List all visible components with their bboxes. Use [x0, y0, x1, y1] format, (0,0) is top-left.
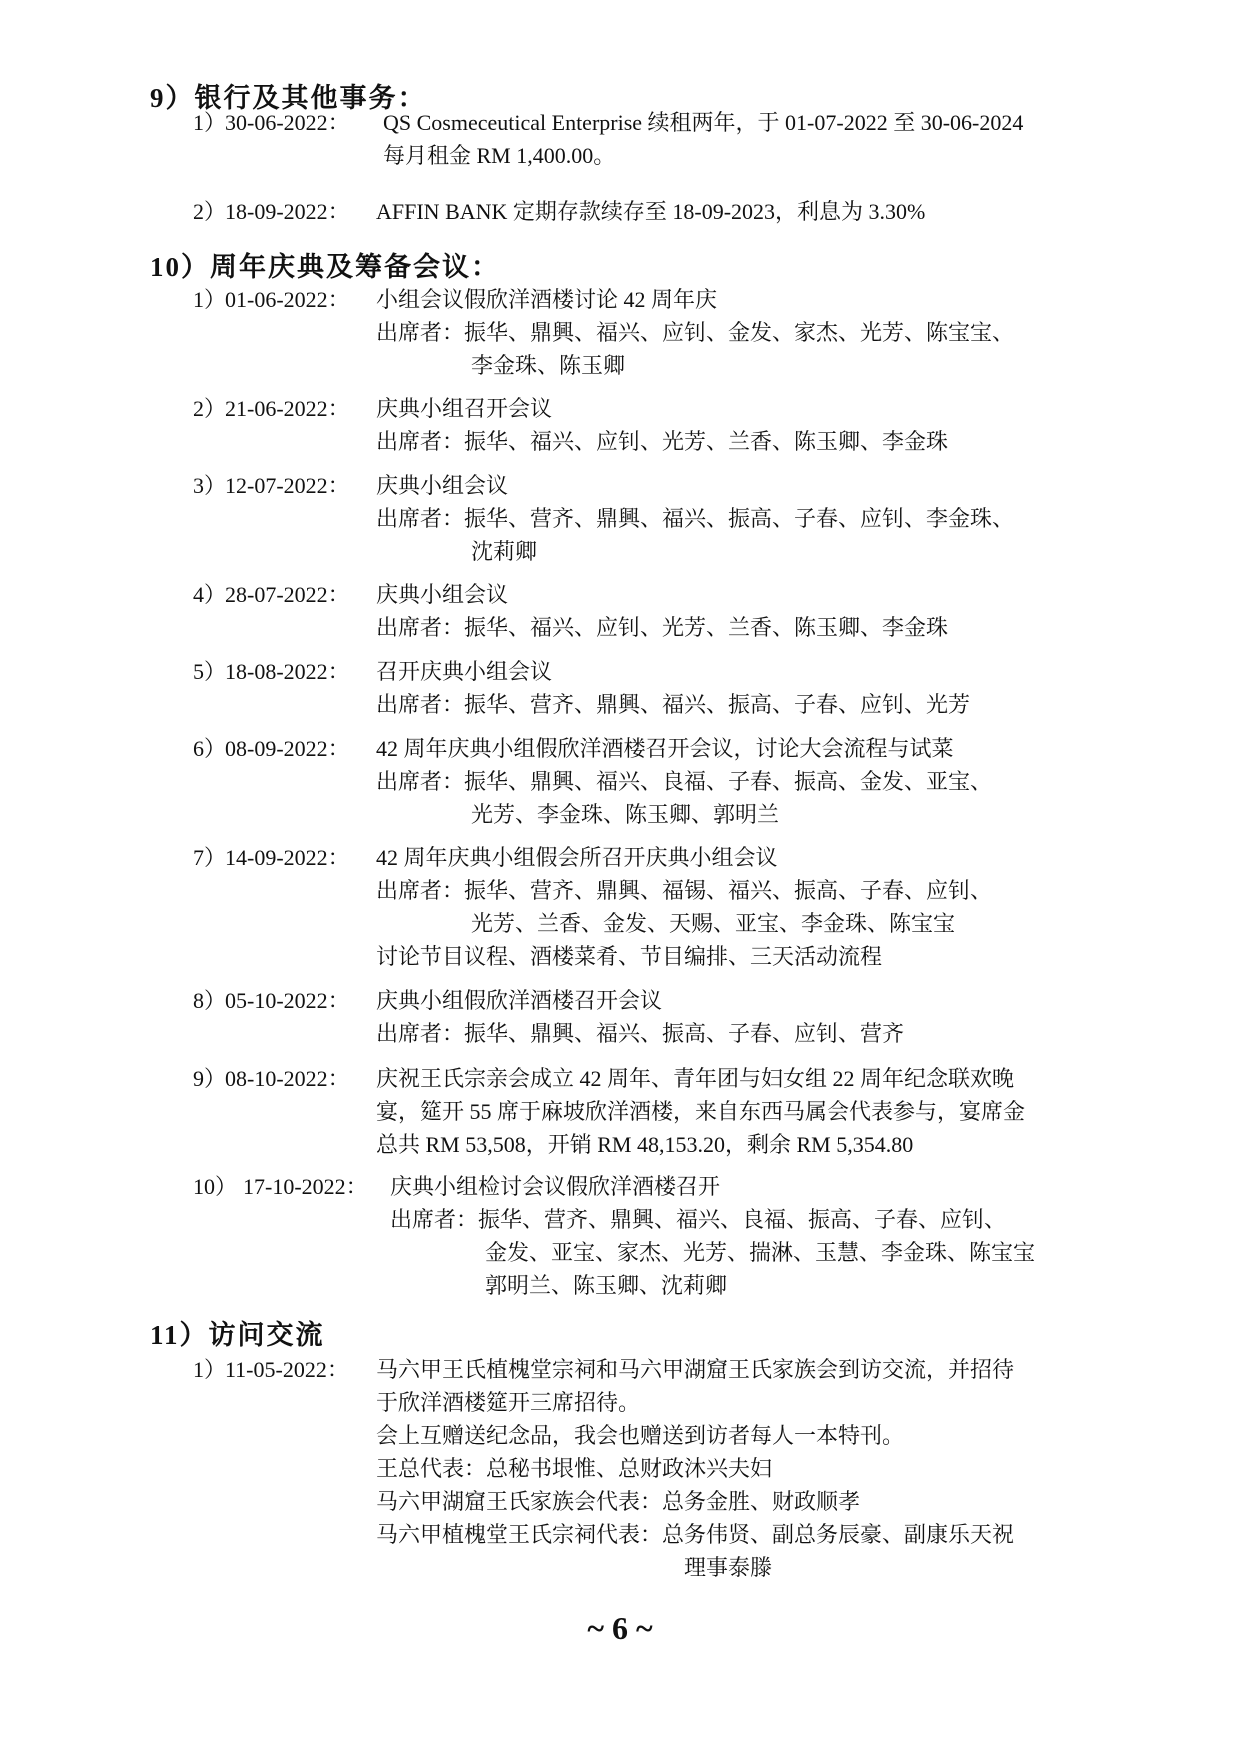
item-date: 28-07-2022： — [225, 582, 350, 607]
attendees-line: 出席者：振华、鼎興、福兴、良福、子春、振高、金发、亚宝、 — [376, 769, 993, 794]
item-date: 08-10-2022： — [225, 1066, 350, 1091]
item-line: 马六甲王氏植槐堂宗祠和马六甲湖窟王氏家族会到访交流，并招待 — [376, 1357, 1015, 1382]
item-index: 2） — [193, 396, 227, 421]
item-line: 42 周年庆典小组假会所召开庆典小组会议 — [376, 845, 778, 870]
item-index: 4） — [193, 582, 227, 607]
item-index: 3） — [193, 473, 227, 498]
item-index: 6） — [193, 736, 227, 761]
attendees-line: 出席者：振华、营齐、鼎興、福兴、振高、子春、应钊、李金珠、 — [376, 506, 1015, 531]
item-line: 于欣洋酒楼筵开三席招待。 — [376, 1390, 641, 1415]
list-item — [193, 578, 350, 611]
attendees-line: 出席者：振华、营齐、鼎興、福锡、福兴、振高、子春、应钊、 — [376, 878, 993, 903]
item-index: 2） — [193, 199, 227, 224]
list-item — [193, 469, 350, 502]
item-line: 宴，筵开 55 席于麻坡欣洋酒楼，来自东西马属会代表参与，宴席金 — [376, 1099, 1026, 1124]
item-line: 马六甲植槐堂王氏宗祠代表：总务伟贤、副总务辰豪、副康乐天祝 — [376, 1522, 1015, 1547]
list-item — [193, 841, 350, 874]
item-content — [376, 841, 992, 973]
item-date: 01-06-2022： — [225, 287, 350, 312]
item-date: 11-05-2022： — [225, 1357, 349, 1382]
attendees-line: 出席者：振华、福兴、应钊、光芳、兰香、陈玉卿、李金珠 — [376, 429, 949, 454]
item-content — [376, 578, 948, 644]
item-content — [376, 195, 925, 228]
item-content — [390, 1170, 1035, 1302]
item-line: 庆典小组召开会议 — [376, 396, 553, 421]
attendees-line: 金发、亚宝、家杰、光芳、揣淋、玉慧、李金珠、陈宝宝 — [485, 1240, 1036, 1265]
item-line: 马六甲湖窟王氏家族会代表：总务金胜、财政顺孝 — [376, 1489, 861, 1514]
item-index: 7） — [193, 845, 227, 870]
page-number: ~ 6 ~ — [587, 1610, 653, 1646]
item-line: 庆典小组会议 — [376, 473, 509, 498]
item-index: 8） — [193, 988, 227, 1013]
attendees-line: 光芳、兰香、金发、天赐、亚宝、李金珠、陈宝宝 — [471, 911, 956, 936]
item-line: 总共 RM 53,508，开销 RM 48,153.20，剩余 RM 5,354.80 — [376, 1132, 914, 1157]
item-line: 会上互赠送纪念品，我会也赠送到访者每人一本特刊。 — [376, 1423, 905, 1448]
list-item — [193, 392, 350, 425]
list-item — [193, 655, 350, 688]
item-date: 18-09-2022： — [225, 199, 350, 224]
item-content — [376, 984, 904, 1050]
item-content — [376, 655, 970, 721]
attendees-line: 郭明兰、陈玉卿、沈莉卿 — [485, 1273, 728, 1298]
item-date: 18-08-2022： — [225, 659, 350, 684]
item-index: 1） — [193, 110, 227, 135]
attendees-line: 沈莉卿 — [471, 539, 538, 564]
item-content — [376, 392, 948, 458]
attendees-line: 光芳、李金珠、陈玉卿、郭明兰 — [471, 802, 780, 827]
attendees-line: 出席者：振华、鼎興、福兴、振高、子春、应钊、营齐 — [376, 1021, 905, 1046]
attendees-line: 出席者：振华、鼎興、福兴、应钊、金发、家杰、光芳、陈宝宝、 — [376, 320, 1015, 345]
item-index: 5） — [193, 659, 227, 684]
item-index: 9） — [193, 1066, 227, 1091]
list-item — [193, 283, 350, 316]
list-item — [193, 1170, 368, 1203]
attendees-line: 出席者：振华、营齐、鼎興、福兴、良福、振高、子春、应钊、 — [390, 1207, 1007, 1232]
section-title-anniversary: 10）周年庆典及筹备会议： — [150, 252, 500, 282]
list-item — [193, 984, 350, 1017]
item-line: AFFIN BANK 定期存款续存至 18-09-2023，利息为 3.30% — [376, 199, 926, 224]
list-item — [193, 106, 350, 139]
item-line: 小组会议假欣洋酒楼讨论 42 周年庆 — [376, 287, 718, 312]
section-title-bank: 9）银行及其他事务： — [150, 83, 427, 113]
item-line: 庆典小组会议 — [376, 582, 509, 607]
item-date: 17-10-2022： — [243, 1174, 368, 1199]
item-line: 每月租金 RM 1,400.00。 — [383, 143, 616, 168]
item-content — [376, 469, 1014, 568]
list-item — [193, 732, 350, 765]
list-item — [193, 195, 350, 228]
attendees-line: 出席者：振华、福兴、应钊、光芳、兰香、陈玉卿、李金珠 — [376, 615, 949, 640]
item-line: 42 周年庆典小组假欣洋酒楼召开会议，讨论大会流程与试菜 — [376, 736, 954, 761]
item-content — [376, 1353, 1014, 1584]
item-date: 30-06-2022： — [225, 110, 350, 135]
attendees-line: 李金珠、陈玉卿 — [471, 353, 626, 378]
item-line: 庆祝王氏宗亲会成立 42 周年、青年团与妇女组 22 周年纪念联欢晚 — [376, 1066, 1015, 1091]
item-line: 王总代表：总秘书垠惟、总财政沐兴夫妇 — [376, 1456, 773, 1481]
item-date: 12-07-2022： — [225, 473, 350, 498]
item-line: QS Cosmeceutical Enterprise 续租两年，于 01-07-2022 至 30-06-2024 — [383, 110, 1024, 135]
item-line: 庆典小组假欣洋酒楼召开会议 — [376, 988, 663, 1013]
item-date: 14-09-2022： — [225, 845, 350, 870]
attendees-line: 出席者：振华、营齐、鼎興、福兴、振高、子春、应钊、光芳 — [376, 692, 971, 717]
item-date: 21-06-2022： — [225, 396, 350, 421]
item-content — [376, 283, 1014, 382]
item-line: 理事泰滕 — [684, 1555, 773, 1580]
item-content — [383, 106, 1023, 172]
item-index: 1） — [193, 287, 227, 312]
list-item — [193, 1353, 349, 1386]
item-index: 10） — [193, 1174, 238, 1199]
section-title-visits: 11）访问交流 — [150, 1320, 325, 1350]
item-date: 08-09-2022： — [225, 736, 350, 761]
item-line: 召开庆典小组会议 — [376, 659, 553, 684]
item-index: 1） — [193, 1357, 227, 1382]
item-content — [376, 1062, 1025, 1161]
list-item — [193, 1062, 350, 1095]
item-content — [376, 732, 992, 831]
item-line: 讨论节目议程、酒楼菜肴、节目编排、三天活动流程 — [376, 944, 883, 969]
item-date: 05-10-2022： — [225, 988, 350, 1013]
item-line: 庆典小组检讨会议假欣洋酒楼召开 — [390, 1174, 721, 1199]
